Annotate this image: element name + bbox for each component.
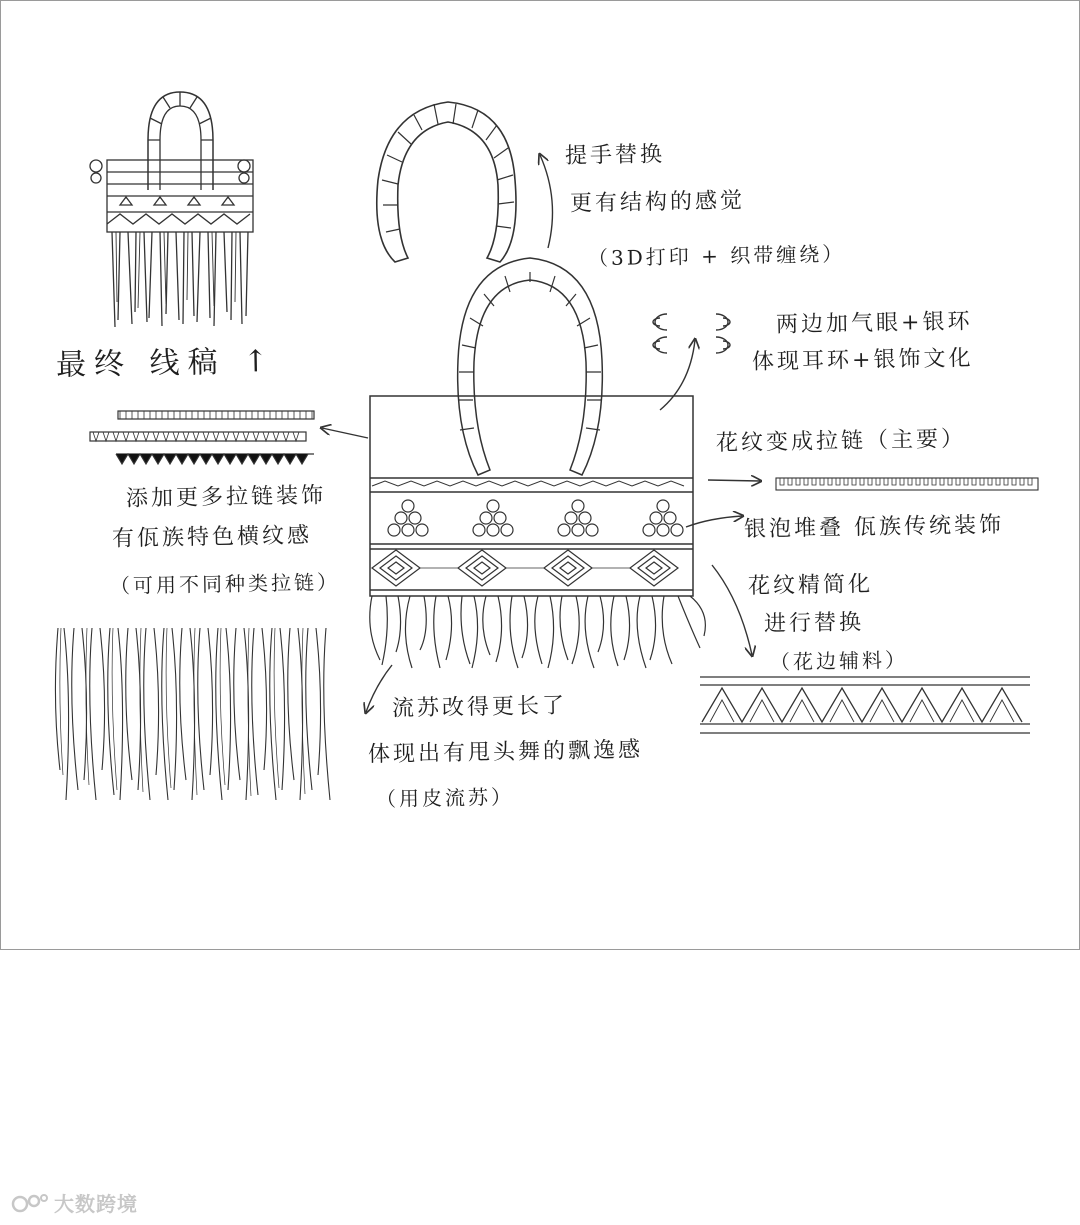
tassel-note-line2: 体现出有甩头舞的飘逸感 <box>367 737 644 768</box>
zipper-strips <box>90 411 314 464</box>
zipper-add-note-line1: 添加更多拉链装饰 <box>125 483 327 512</box>
arrow-zipper-right <box>708 480 760 481</box>
tassel-note-line1: 流苏改得更长了 <box>391 693 568 722</box>
silver-bubble-note: 银泡堆叠 佤族传统装饰 <box>743 512 1005 543</box>
watermark <box>10 1188 138 1217</box>
tassel-note-line3: （用皮流苏） <box>375 784 515 812</box>
eyelet-note-line2: 体现耳环+银饰文化 <box>751 346 974 375</box>
handle-note-line3: （3D打印 + 织带缠绕） <box>587 241 846 271</box>
final-draft-label: 最终 线稿 ↑ <box>55 344 277 383</box>
arrow-eyelet <box>660 340 695 410</box>
annotation-arrows <box>322 155 760 712</box>
tassel-swatch <box>55 628 330 800</box>
pattern-note-line1: 花纹精简化 <box>747 571 874 600</box>
eyelet-note-line1: 两边加气眼+银环 <box>775 309 973 338</box>
zipper-add-note-line3: （可用不同种类拉链） <box>109 569 341 599</box>
handle-note-line1: 提手替换 <box>564 142 666 169</box>
final-draft-bag <box>90 92 253 327</box>
watermark-logo-icon <box>10 1190 50 1216</box>
handle-note-line2: 更有结构的感觉 <box>569 188 746 217</box>
eyelet-rings <box>653 314 730 353</box>
zipper-main-note: 花纹变成拉链（主要） <box>715 426 967 457</box>
arrow-pattern <box>712 565 752 655</box>
zigzag-trim <box>700 677 1030 733</box>
zipper-strip-right <box>776 478 1038 490</box>
zipper-add-note-line2: 有佤族特色横纹感 <box>111 523 313 552</box>
arrow-zipper-left <box>322 428 368 438</box>
arrow-handle <box>540 155 553 248</box>
arrow-silver-bubble <box>686 516 742 527</box>
watermark-text: 大数跨境 <box>54 1192 138 1216</box>
pattern-note-line2: 进行替换 <box>763 610 865 637</box>
arrow-tassel <box>366 665 392 712</box>
handle-sketch <box>377 102 516 262</box>
pattern-note-line3: （花边辅料） <box>769 647 909 675</box>
